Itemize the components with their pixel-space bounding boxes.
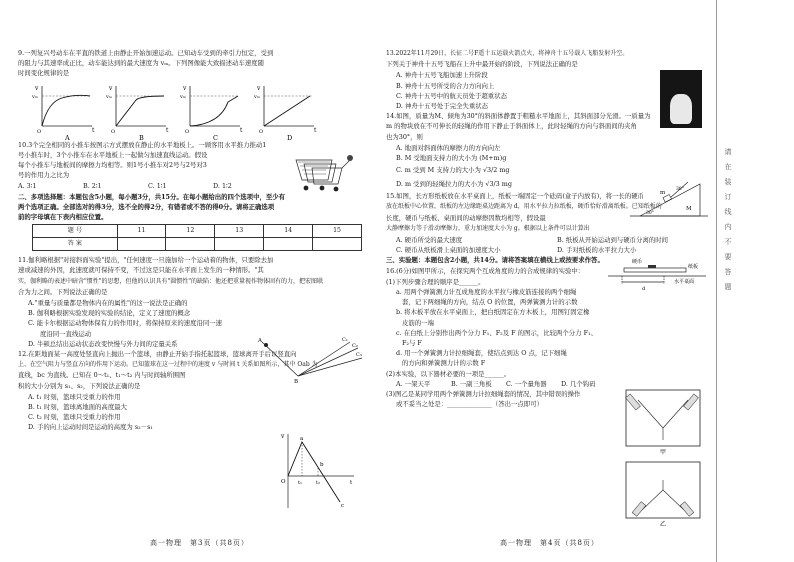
svg-text:t: t xyxy=(314,127,317,134)
q11-option-a: A."重量与质量都是物体内在的属性"的这一说法是正确的 xyxy=(28,299,188,308)
q14-option-a: A. 地面对斜面体的摩擦力的方向向左 xyxy=(396,143,501,152)
q11-option-c: C. 能卡尔根据运动物体保有力的作用时，将保持原来的速度沿同一速 xyxy=(28,319,223,328)
binding-line xyxy=(716,0,717,562)
svg-text:C₂: C₂ xyxy=(352,343,358,349)
svg-text:A: A xyxy=(258,338,262,344)
q16-stem: 16.(6分)如图甲所示，在探究两个互成角度的力的合成规律的实验中： xyxy=(386,266,585,275)
svg-text:O: O xyxy=(281,479,286,485)
svg-text:A: A xyxy=(65,134,70,142)
svg-text:硬币: 硬币 xyxy=(632,259,643,265)
svg-text:v: v xyxy=(257,85,261,92)
section-3-title: 三、实验题：本题包含2小题，共14分。请将答案填在横线上或按要求作答。 xyxy=(386,256,604,265)
q14-option-b: B. M 受地面支持力的大小为 (M+m)g xyxy=(396,154,507,163)
q14-incline-figure xyxy=(630,178,708,220)
svg-text:O: O xyxy=(259,129,264,135)
svg-text:t₂: t₂ xyxy=(316,480,321,486)
q15-stem: 15.如图，长方形纸板放在水平桌面上，纸板一端固定一个砝码(盒子内放有)，将一长的硬币 放在纸板中心位置，纸板的左边缘距桌边距离为 d，用水平拉力拉纸板，硬币恰好滑离纸板。已知纸板的 长度，硬币与纸板、桌面间的动摩擦因数均相等，假设最 大静摩擦力等于滑动摩擦力，重力加速度大小为 g。根据以上条件可以计算出 xyxy=(386,192,662,232)
svg-text:D: D xyxy=(287,134,293,142)
q15-option-a: A. 硬币所受的最大速度 xyxy=(396,236,463,245)
svg-text:t: t xyxy=(350,480,353,486)
q12-vt-graph xyxy=(278,430,358,512)
q12-option-c: C. t₂ 时刻，篮球只受重力的作用 xyxy=(28,413,121,422)
left-page: 9.一列复兴号动车在平直的铁道上由静止开始加速运动。已知动车受到的牵引力恒定，受到 的阻力与其速率成正比，动车能达到的最大速度为 vₘ。下列图像能大致描述动车速度随 时间变化规律的是 10.3个完全相同的小推车按图示方式摆放在静止的水平地板上。一顾客用水平推力推动1 号小推车时，3个小推车在水平地板上一起做匀加速直线运动。假设 每个小推车与地板间的摩擦力均相等。则1号小推车对2号与2号对3 号的作用力之比为 A. 3∶1 B. 2∶1 C. 1∶1 D. 1∶2 二、多项选择题：本题包含5小题，每小题3分，共15分。在每小题给出的四个选项中，至少有 两个选项正确。全部选对的得3分，选不全的得2分，有错者或不答的得0分。请将正确选项 前的字母填在下表内相应位置。 题 号 11 12 13 14 15 答 案 11.伽利略根据"对接斜面实验"提出，"任何速度一旦施加给一个运动着的物体，只要除去加 速或减速的外因，此速度就可保持不变，不过这是只能在水平面上发生的一种情形。"其 实，伽利略的表述中暗含"惯性"的思想，但他的认识具有"圆惯性"的缺陷：他还把重量视作物体固有的力，把宏图联 合为力之间。下列说法正确的是 A."重量与质量都是物体内在的属性"的这一说法是正确的 B. 伽利略根据实验发现的实验的结论，定义了速度的概念 C. 能卡尔根据运动物体保有力的作用时，将保持原来的速度沿同一速 度沿同一直线运动 D. 牛顿总结出运动状态改变快慢与外力间的定量关系 12.在距地面某一高度处竖直向上抛出一个篮球，由静止开始手指托起篮球，篮球离开手后以竖直向 上、在空气阻力与竖直方向的作用下运动。已知篮球在这一过程中的速度 v 与时间 t 关系如图所示，其中 Oab 为 直线，bc 为直线。已知在 0～t₁、t₁～t₂ 内与时间轴所围图 积的大小分别为 s₁、s₂，下列说法正确的是 A. t₁ 时刻，篮球只受重力的作用 B. t₁ 时刻，篮球离地面的高度最大 C. t₂ 时刻，篮球只受重力的作用 D. 手的向上运动时间是运动的高度为 s₂－s₁ xyxy=(18,48,370,433)
svg-text:v: v xyxy=(183,85,187,92)
answer-cell-12[interactable] xyxy=(166,238,215,251)
svg-text:d: d xyxy=(642,286,646,292)
svg-text:t: t xyxy=(240,127,243,134)
q13-option-b: B. 神舟十五号所受的合力方向向上 xyxy=(396,81,495,90)
svg-text:b: b xyxy=(320,462,324,468)
q12-stem: 12.在距地面某一高度处竖直向上抛出一个篮球，由静止开始手指托起篮球，篮球离开手后以竖直向 上、在空气阻力与竖直方向的作用下运动。已知篮球在这一过程中的速度 v 与时间 t 关系如图所示，其中 Oab 为 直线，bc 为直线。已知在 0～t₁、t₁～t₂ 内与时间轴所围图 积的大小分别为 s₁、s₂，下列说法正确的是 xyxy=(18,350,318,390)
svg-text:O: O xyxy=(37,129,42,135)
q15-coin-figure xyxy=(608,254,706,294)
q16-spring-scale-figures xyxy=(622,388,704,530)
figure-yi xyxy=(626,462,700,528)
q9-stem: 9.一列复兴号动车在平直的铁道上由静止开始加速运动。已知动车受到的牵引力恒定，受到 的阻力与其速率成正比，动车能达到的最大速度为 vₘ。下列图像能大致描述动车速度随 时间变化规律的是 xyxy=(18,49,274,78)
shopping-carts-figure xyxy=(292,150,358,196)
svg-text:t: t xyxy=(92,127,95,134)
svg-text:vₘ: vₘ xyxy=(106,94,112,100)
q10-stem: 10.3个完全相同的小推车按图示方式摆放在静止的水平地板上。一顾客用水平推力推动1 号小推车时，3个小推车在水平地板上一起做匀加速直线运动。假设 每个小推车与地板间的摩擦力均相等。则1号小推车对2号与2号对3 号的作用力之比为 xyxy=(18,140,267,180)
svg-text:30°: 30° xyxy=(676,187,684,192)
answer-cell-15[interactable] xyxy=(313,238,362,251)
svg-text:水平桌面: 水平桌面 xyxy=(674,279,695,285)
svg-text:乙: 乙 xyxy=(660,521,667,528)
q9-graphs xyxy=(28,82,328,144)
table-answer-label: 答 案 xyxy=(33,238,118,251)
q16-part-3: (3)图乙是某同学用两个弹簧测力计拉细绳套的情况，其中错误的操作 xyxy=(386,390,581,399)
svg-text:v: v xyxy=(281,433,285,440)
q9-graph-a xyxy=(31,85,95,142)
svg-text:a: a xyxy=(300,436,304,442)
svg-text:C: C xyxy=(213,134,218,142)
q15-option-c: C. 硬币从纸板滑上桌面的加速度大小 xyxy=(396,246,501,255)
left-page-footer: 高一物理 第3页（共8页） xyxy=(150,539,249,547)
q9-graph-c xyxy=(179,85,243,142)
svg-text:vₘ: vₘ xyxy=(254,94,260,100)
svg-text:m: m xyxy=(660,190,666,196)
q9-graph-d xyxy=(253,85,317,142)
q12-option-d: D. 手的向上运动时间是运动的高度为 s₂－s₁ xyxy=(28,423,153,432)
figure-jia xyxy=(626,390,700,456)
right-page-footer: 高一物理 第4页（共8页） xyxy=(500,539,599,547)
svg-text:30°: 30° xyxy=(646,211,654,216)
answer-cell-13[interactable] xyxy=(215,238,264,251)
rocket-launch-photo xyxy=(660,70,702,128)
q10-options: A. 3∶1 B. 2∶1 C. 1∶1 D. 1∶2 xyxy=(18,182,232,191)
svg-text:c: c xyxy=(341,503,345,509)
q14-stem: 14.如图，质量为M、倾角为30°的斜面体静置于粗糙水平地面上，其斜面部分光滑。一质量为 m 的物块放在不可伸长的轻绳的作用下静止于斜面体上，此时轻绳的方向与斜面间的夹角 也为30°，则 xyxy=(386,112,651,141)
answer-table: 题 号 11 12 13 14 15 答 案 xyxy=(32,224,362,251)
q11-stem: 11.伽利略根据"对接斜面实验"提出，"任何速度一旦施加给一个运动着的物体，只要除去加 速或减速的外因，此速度就可保持不变，不过这是只能在水平面上发生的一种情形。"其 实，伽利略的表述中暗含"惯性"的思想，但他的认识具有"圆惯性"的缺陷：他还把重量视作物体固有的力，把宏图联 合为力之间。下列说法正确的是 xyxy=(18,256,324,296)
svg-text:B: B xyxy=(294,379,299,384)
q15-option-d: D. 手对纸板的水平拉力大小 xyxy=(557,246,637,255)
q16-part-2: (2)本实验，以下器材必要的一项是______。 xyxy=(386,369,511,378)
table-header-label: 题 号 xyxy=(33,225,118,238)
q13-option-c: C. 神舟十五号中的航天员处于超重状态 xyxy=(396,91,507,100)
q14-option-d: D. m 受到的轻绳拉力的大小为 √3/3 mg xyxy=(396,180,512,189)
svg-text:O: O xyxy=(185,129,190,135)
svg-text:v: v xyxy=(35,85,39,92)
svg-text:O: O xyxy=(111,129,116,135)
svg-text:M: M xyxy=(686,206,692,212)
q16-part-1: (1)下列步骤合理的顺序是______。 xyxy=(386,277,485,286)
svg-text:vₘ: vₘ xyxy=(32,94,38,100)
q11-option-b: B. 伽利略根据实验发现的实验的结论，定义了速度的概念 xyxy=(28,309,191,318)
q12-option-a: A. t₁ 时刻，篮球只受重力的作用 xyxy=(28,392,121,401)
section-2-title: 二、多项选择题：本题包含5小题，每小题3分，共15分。在每小题给出的四个选项中，至少有 两个选项正确。全部选对的得3分，选不全的得2分，有错者或不答的得0分。请将正确选项 前的字母填在下表内相应位置。 xyxy=(18,192,286,222)
q11-option-d: D. 牛顿总结出运动状态改变快慢与外力间的定量关系 xyxy=(28,339,178,348)
svg-text:C₁: C₁ xyxy=(342,337,348,343)
svg-text:甲: 甲 xyxy=(660,449,667,456)
q13-option-d: D. 神舟十五号处于完全失重状态 xyxy=(396,102,489,111)
answer-cell-14[interactable] xyxy=(264,238,313,251)
q15-option-b: B. 纸板从开始运动到与硬币分离的时间 xyxy=(557,236,669,245)
svg-text:v: v xyxy=(109,85,113,92)
q12-option-b: B. t₁ 时刻，篮球离地面的高度最大 xyxy=(28,403,127,412)
svg-text:纸板: 纸板 xyxy=(688,264,699,270)
svg-text:t: t xyxy=(166,127,169,134)
q11-ramp-figure xyxy=(258,334,364,384)
q13-stem: 13.2022年11月29日，长征二号F遥十五运载火箭点火，将神舟十五号载人飞船发射升空。 下列关于神舟十五号飞船在上升中最开始的阶段，下列说法正确的是 xyxy=(386,50,629,69)
answer-cell-11[interactable] xyxy=(117,238,166,251)
q13-option-a: A. 神舟十五号飞船加速上升阶段 xyxy=(396,71,488,80)
svg-text:vₘ: vₘ xyxy=(180,94,186,100)
q16-steps: a. 用两个弹簧测力计互成角度的水平拉与橡皮筋连接的两个细绳 套，记下两细绳的方向，结点 O 的位置，两弹簧测力计的示数 b. 将木板平放在水平桌面上，把白纸固定在方木板上，用图钉固定橡 皮筋的一端 c. 在白纸上分别作出两个分力 F₁、F₂及 F 的图示，比较两个分力 F₁、 F₂与 F d. 用一个弹簧测力计拉细绳套，使结点到达 O 点，记下细绳 的方向和弹簧测力计的示数 F (2)本实验，以下器材必要的一项是______。 A. 一架天平 B. 一副三角板 C. 一个量角器 D. 几个钩码 (3)图乙是某同学用两个弹簧测力计拉细绳套的情况，其中错误的操作 或不妥当之处是：______________（答出一点即可） xyxy=(386,287,616,409)
binding-notice: 请在装订线内不要答题 xyxy=(724,148,732,298)
q14-option-c: C. m 受到 M 支持力的大小为 √3/2 mg xyxy=(396,166,510,175)
svg-text:C₃: C₃ xyxy=(356,352,362,358)
q9-graph-b xyxy=(105,85,169,142)
svg-text:t₁: t₁ xyxy=(298,480,303,486)
svg-text:B: B xyxy=(139,134,144,142)
